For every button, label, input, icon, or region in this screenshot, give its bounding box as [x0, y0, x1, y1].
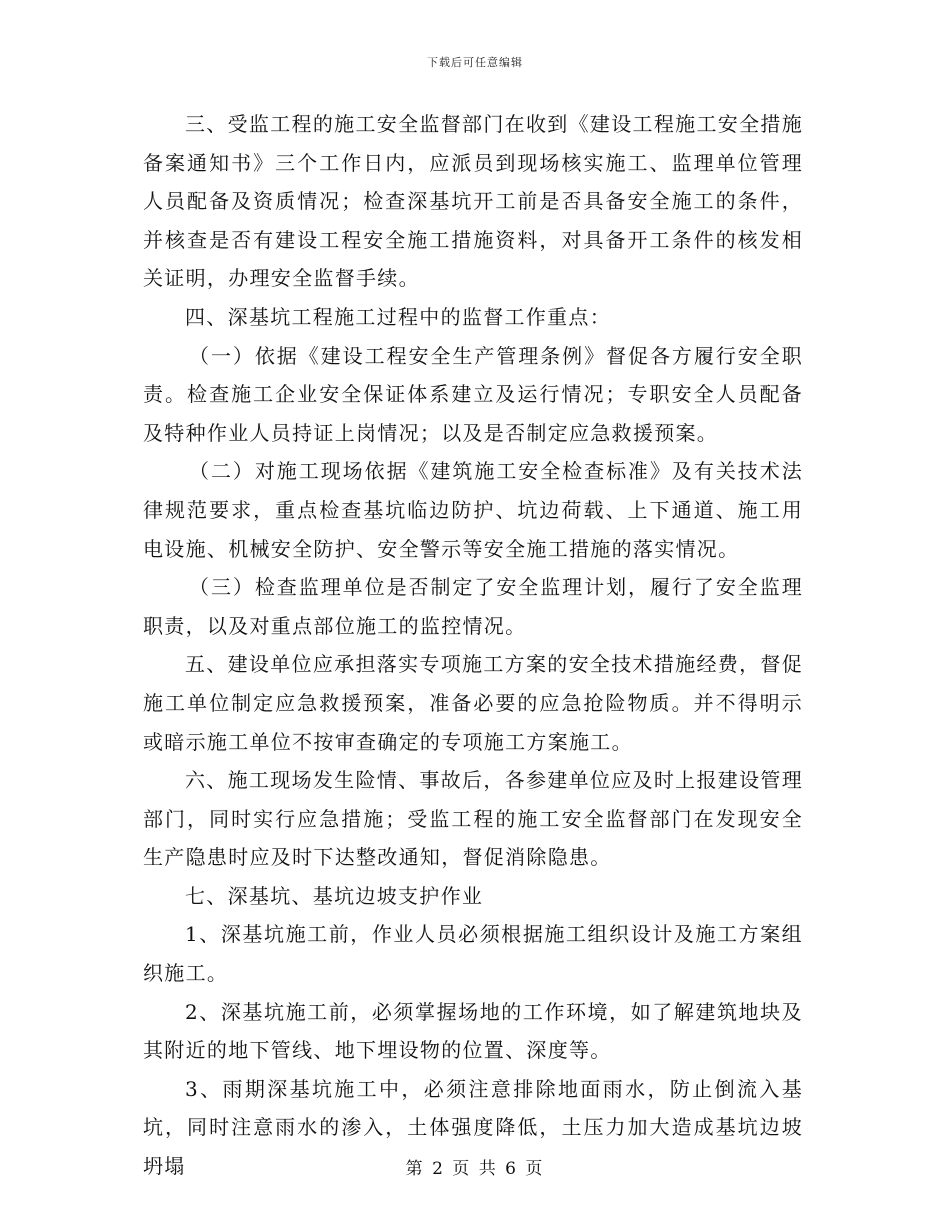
- paragraph-7-2: 2、深基坑施工前，必须掌握场地的工作环境，如了解建筑地块及其附近的地下管线、地下埋设物的位置、深度等。: [143, 999, 803, 1063]
- paragraph-7-3: 3、雨期深基坑施工中，必须注意排除地面雨水，防止倒流入基坑，同时注意雨水的渗入，土体强度降低，土压力加大造成基坑边坡坍塌: [143, 1076, 803, 1179]
- paragraph-4-2: （二）对施工现场依据《建筑施工安全检查标准》及有关技术法律规范要求，重点检查基坑临边防护、坑边荷载、上下通道、施工用电设施、机械安全防护、安全警示等安全施工措施的落实情况。: [143, 459, 803, 561]
- paragraph-5: 五、建设单位应承担落实专项施工方案的安全技术措施经费，督促施工单位制定应急救援预案，准备必要的应急抢险物质。并不得明示或暗示施工单位不按审查确定的专项施工方案施工。: [143, 652, 803, 754]
- paragraph-4: 四、深基坑工程施工过程中的监督工作重点：: [185, 304, 611, 329]
- document-body: [143, 105, 803, 1186]
- paragraph-4-3: （三）检查监理单位是否制定了安全监理计划，履行了安全监理职责，以及对重点部位施工的监控情况。: [143, 575, 803, 638]
- page-number-footer: 第 2 页 共 6 页: [405, 1159, 545, 1179]
- paragraph-6: 六、施工现场发生险情、事故后，各参建单位应及时上报建设管理部门，同时实行应急措施；受监工程的施工安全监督部门在发现安全生产隐患时应及时下达整改通知，督促消除隐患。: [143, 768, 803, 870]
- paragraph-7-1: 1、深基坑施工前，作业人员必须根据施工组织设计及施工方案组织施工。: [143, 922, 803, 986]
- header-note: 下载后可任意编辑: [427, 56, 523, 69]
- paragraph-7: 七、深基坑、基坑边坡支护作业: [185, 883, 484, 908]
- paragraph-4-1: （一）依据《建设工程安全生产管理条例》督促各方履行安全职责。检查施工企业安全保证体系建立及运行情况；专职安全人员配备及特种作业人员持证上岗情况；以及是否制定应急救援预案。: [143, 343, 803, 445]
- paragraph-3: 三、受监工程的施工安全监督部门在收到《建设工程施工安全措施备案通知书》三个工作日内，应派员到现场核实施工、监理单位管理人员配备及资质情况；检查深基坑开工前是否具备安全施工的条件，并核查是否有建设工程安全施工措施资料，对具备开工条件的核发相关证明，办理安全监督手续。: [143, 112, 803, 291]
